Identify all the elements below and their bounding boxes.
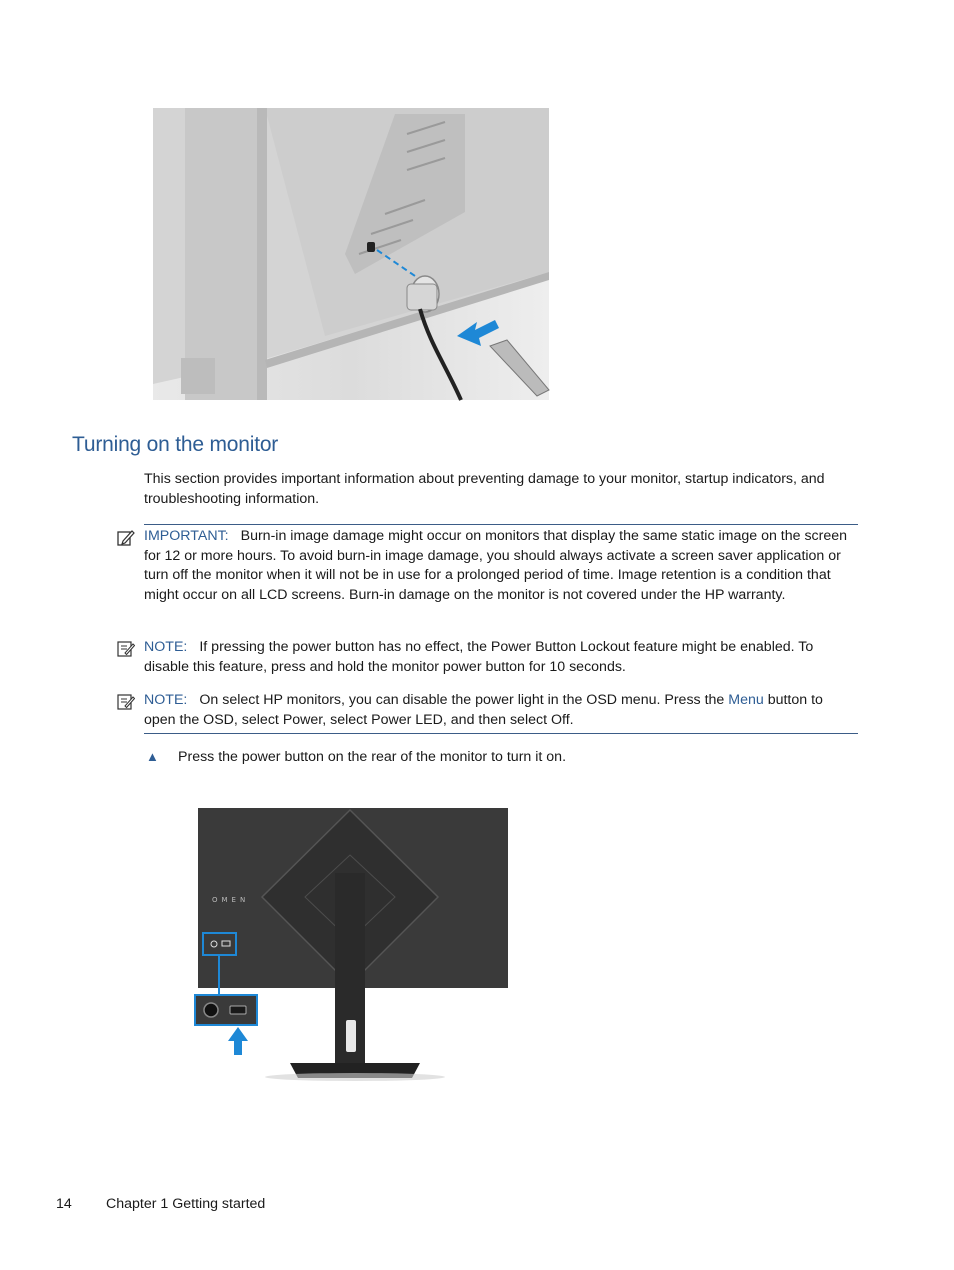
- important-icon: [117, 529, 135, 547]
- note2-text-b: button to open the OSD, select: [144, 692, 823, 728]
- step-text: Press the power button on the rear of the monitor to turn it on.: [178, 749, 567, 765]
- note2-text-e: .: [569, 711, 574, 728]
- divider-top: [144, 524, 858, 525]
- monitor-rear-illustration: [190, 805, 510, 1085]
- note-power-lockout: [144, 638, 856, 677]
- page-number: 14: [56, 1196, 72, 1212]
- note2-label: NOTE:: [144, 692, 188, 708]
- cable-lock-illustration: [145, 104, 555, 404]
- note-icon: [117, 693, 135, 711]
- menu-button-reference: Menu: [728, 692, 764, 708]
- note2-text-d: , and then select: [442, 711, 551, 728]
- power-led-option: Power LED: [371, 711, 443, 728]
- note2-text-a: On select HP monitors, you can disable the power light in the OSD menu. Press the: [199, 692, 729, 708]
- note1-text: If pressing the power button has no effect, the Power Button Lockout feature might be enabled. To disable this feature, press and hold the monitor power button for 10 seconds.: [144, 639, 814, 675]
- divider-bottom: [144, 733, 858, 734]
- note-power-light: [144, 691, 856, 730]
- important-text: Burn-in image damage might occur on monitors that display the same static image on the screen for 12 or more hours. To avoid burn-in image damage, you should always activate a screen saver application or turn off the monitor when it will not be in use for a prolonged period of time. Image retention is a condition that might occur on all LCD screens. Burn-in damage on the monitor is not covered under the HP warranty.: [144, 528, 848, 603]
- note2-text-c: , select: [322, 711, 372, 728]
- section-title: Turning on the monitor: [72, 433, 279, 456]
- important-label: IMPORTANT:: [144, 528, 229, 544]
- power-option: Power: [282, 711, 323, 728]
- chapter-title: Chapter 1 Getting started: [106, 1196, 266, 1212]
- intro-paragraph: This section provides important information about preventing damage to your monitor, startup indicators, and troubleshooting information.: [144, 471, 825, 507]
- brand-logo: OMEN: [212, 896, 250, 904]
- note-icon: [117, 640, 135, 658]
- off-option: Off: [550, 711, 570, 728]
- step-triangle-icon: ▲: [146, 749, 159, 764]
- note1-label: NOTE:: [144, 639, 188, 655]
- important-note: [144, 527, 856, 605]
